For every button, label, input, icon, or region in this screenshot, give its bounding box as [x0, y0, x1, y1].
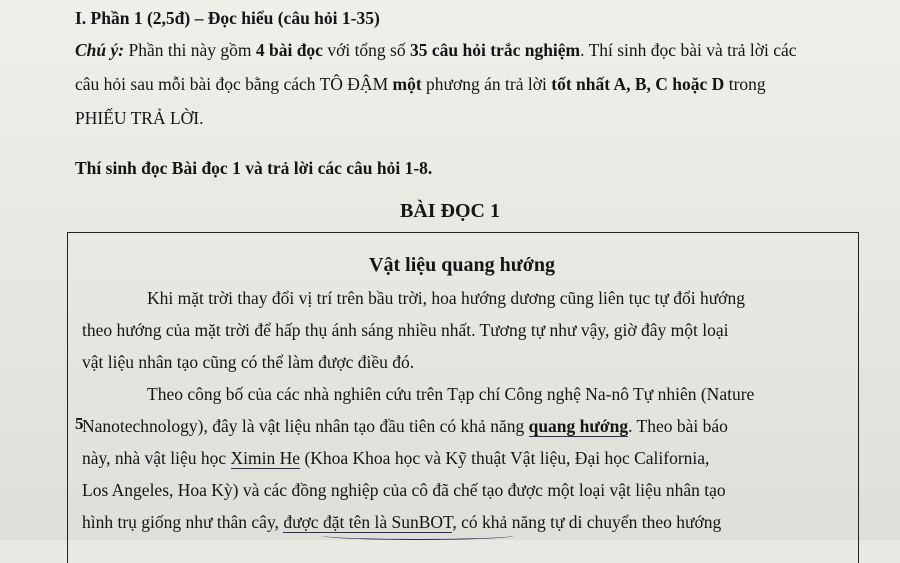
pen-underline-mark — [322, 531, 514, 540]
note-line2-c: phương án trả lời — [421, 74, 552, 94]
note-line-2 — [75, 74, 766, 95]
line-number: 5 — [75, 414, 84, 433]
article-line-4: Theo công bố của các nhà nghiên cứu trên Tạp chí Công nghệ Na-nô Tự nhiên (Nature — [147, 384, 755, 404]
article-line-2: theo hướng của mặt trời để hấp thụ ánh sáng nhiều nhất. Tương tự như vậy, giờ đây một loại — [82, 320, 729, 340]
article-line-7: Los Angeles, Hoa Kỳ) và các đồng nghiệp của cô đã chế tạo được một loại vật liệu nhân tạo — [82, 480, 726, 500]
article-line-5a: Nanotechnology), đây là vật liệu nhân tạo đầu tiên có khả năng — [82, 416, 529, 436]
note-text-1: Phần thi này gồm — [124, 40, 256, 60]
article-line-5b: . Theo bài báo — [628, 416, 728, 436]
note-line2-e: trong — [724, 74, 766, 94]
note-bold-1: 4 bài đọc — [255, 40, 323, 60]
article-title: Vật liệu quang hướng — [369, 254, 555, 276]
underlined-ximin-he: Ximin He — [230, 448, 301, 468]
note-line-1 — [75, 40, 797, 61]
article-line-3: vật liệu nhân tạo cũng có thể làm được điều đó. — [82, 352, 415, 372]
note-line-3: PHIẾU TRẢ LỜI. — [75, 108, 204, 128]
article-line-5 — [82, 416, 728, 437]
article-line-8 — [82, 512, 721, 533]
note-label: Chú ý: — [75, 40, 125, 60]
note-text-2: với tổng số — [322, 40, 410, 60]
article-line-1: Khi mặt trời thay đổi vị trí trên bầu trời, hoa hướng dương cũng liên tục tự đổi hướng — [147, 288, 745, 308]
note-text-3: . Thí sinh đọc bài và trả lời các — [580, 40, 797, 60]
article-line-6 — [82, 448, 709, 469]
instruction: Thí sinh đọc Bài đọc 1 và trả lời các câu hỏi 1-8. — [75, 158, 433, 178]
underlined-quang-huong: quang hướng — [528, 416, 629, 436]
article-line-6b: (Khoa Khoa học và Kỹ thuật Vật liệu, Đại học California, — [300, 448, 710, 468]
article-line-8b: , có khả năng tự di chuyển theo hướng — [452, 512, 722, 532]
reading-title: BÀI ĐỌC 1 — [399, 200, 500, 222]
section-heading: I. Phần 1 (2,5đ) – Đọc hiểu (câu hỏi 1-35) — [75, 8, 380, 28]
article-line-8a: hình trụ giống như thân cây, — [82, 512, 284, 532]
note-line2-b: một — [392, 74, 422, 94]
underlined-sunbot: được đặt tên là SunBOT — [283, 512, 453, 532]
note-bold-2: 35 câu hỏi trắc nghiệm — [410, 40, 581, 60]
article-line-6a: này, nhà vật liệu học — [82, 448, 231, 468]
note-line2-a: câu hỏi sau mỗi bài đọc bằng cách TÔ ĐẬM — [75, 74, 393, 94]
note-line2-d: tốt nhất A, B, C hoặc D — [551, 74, 725, 94]
